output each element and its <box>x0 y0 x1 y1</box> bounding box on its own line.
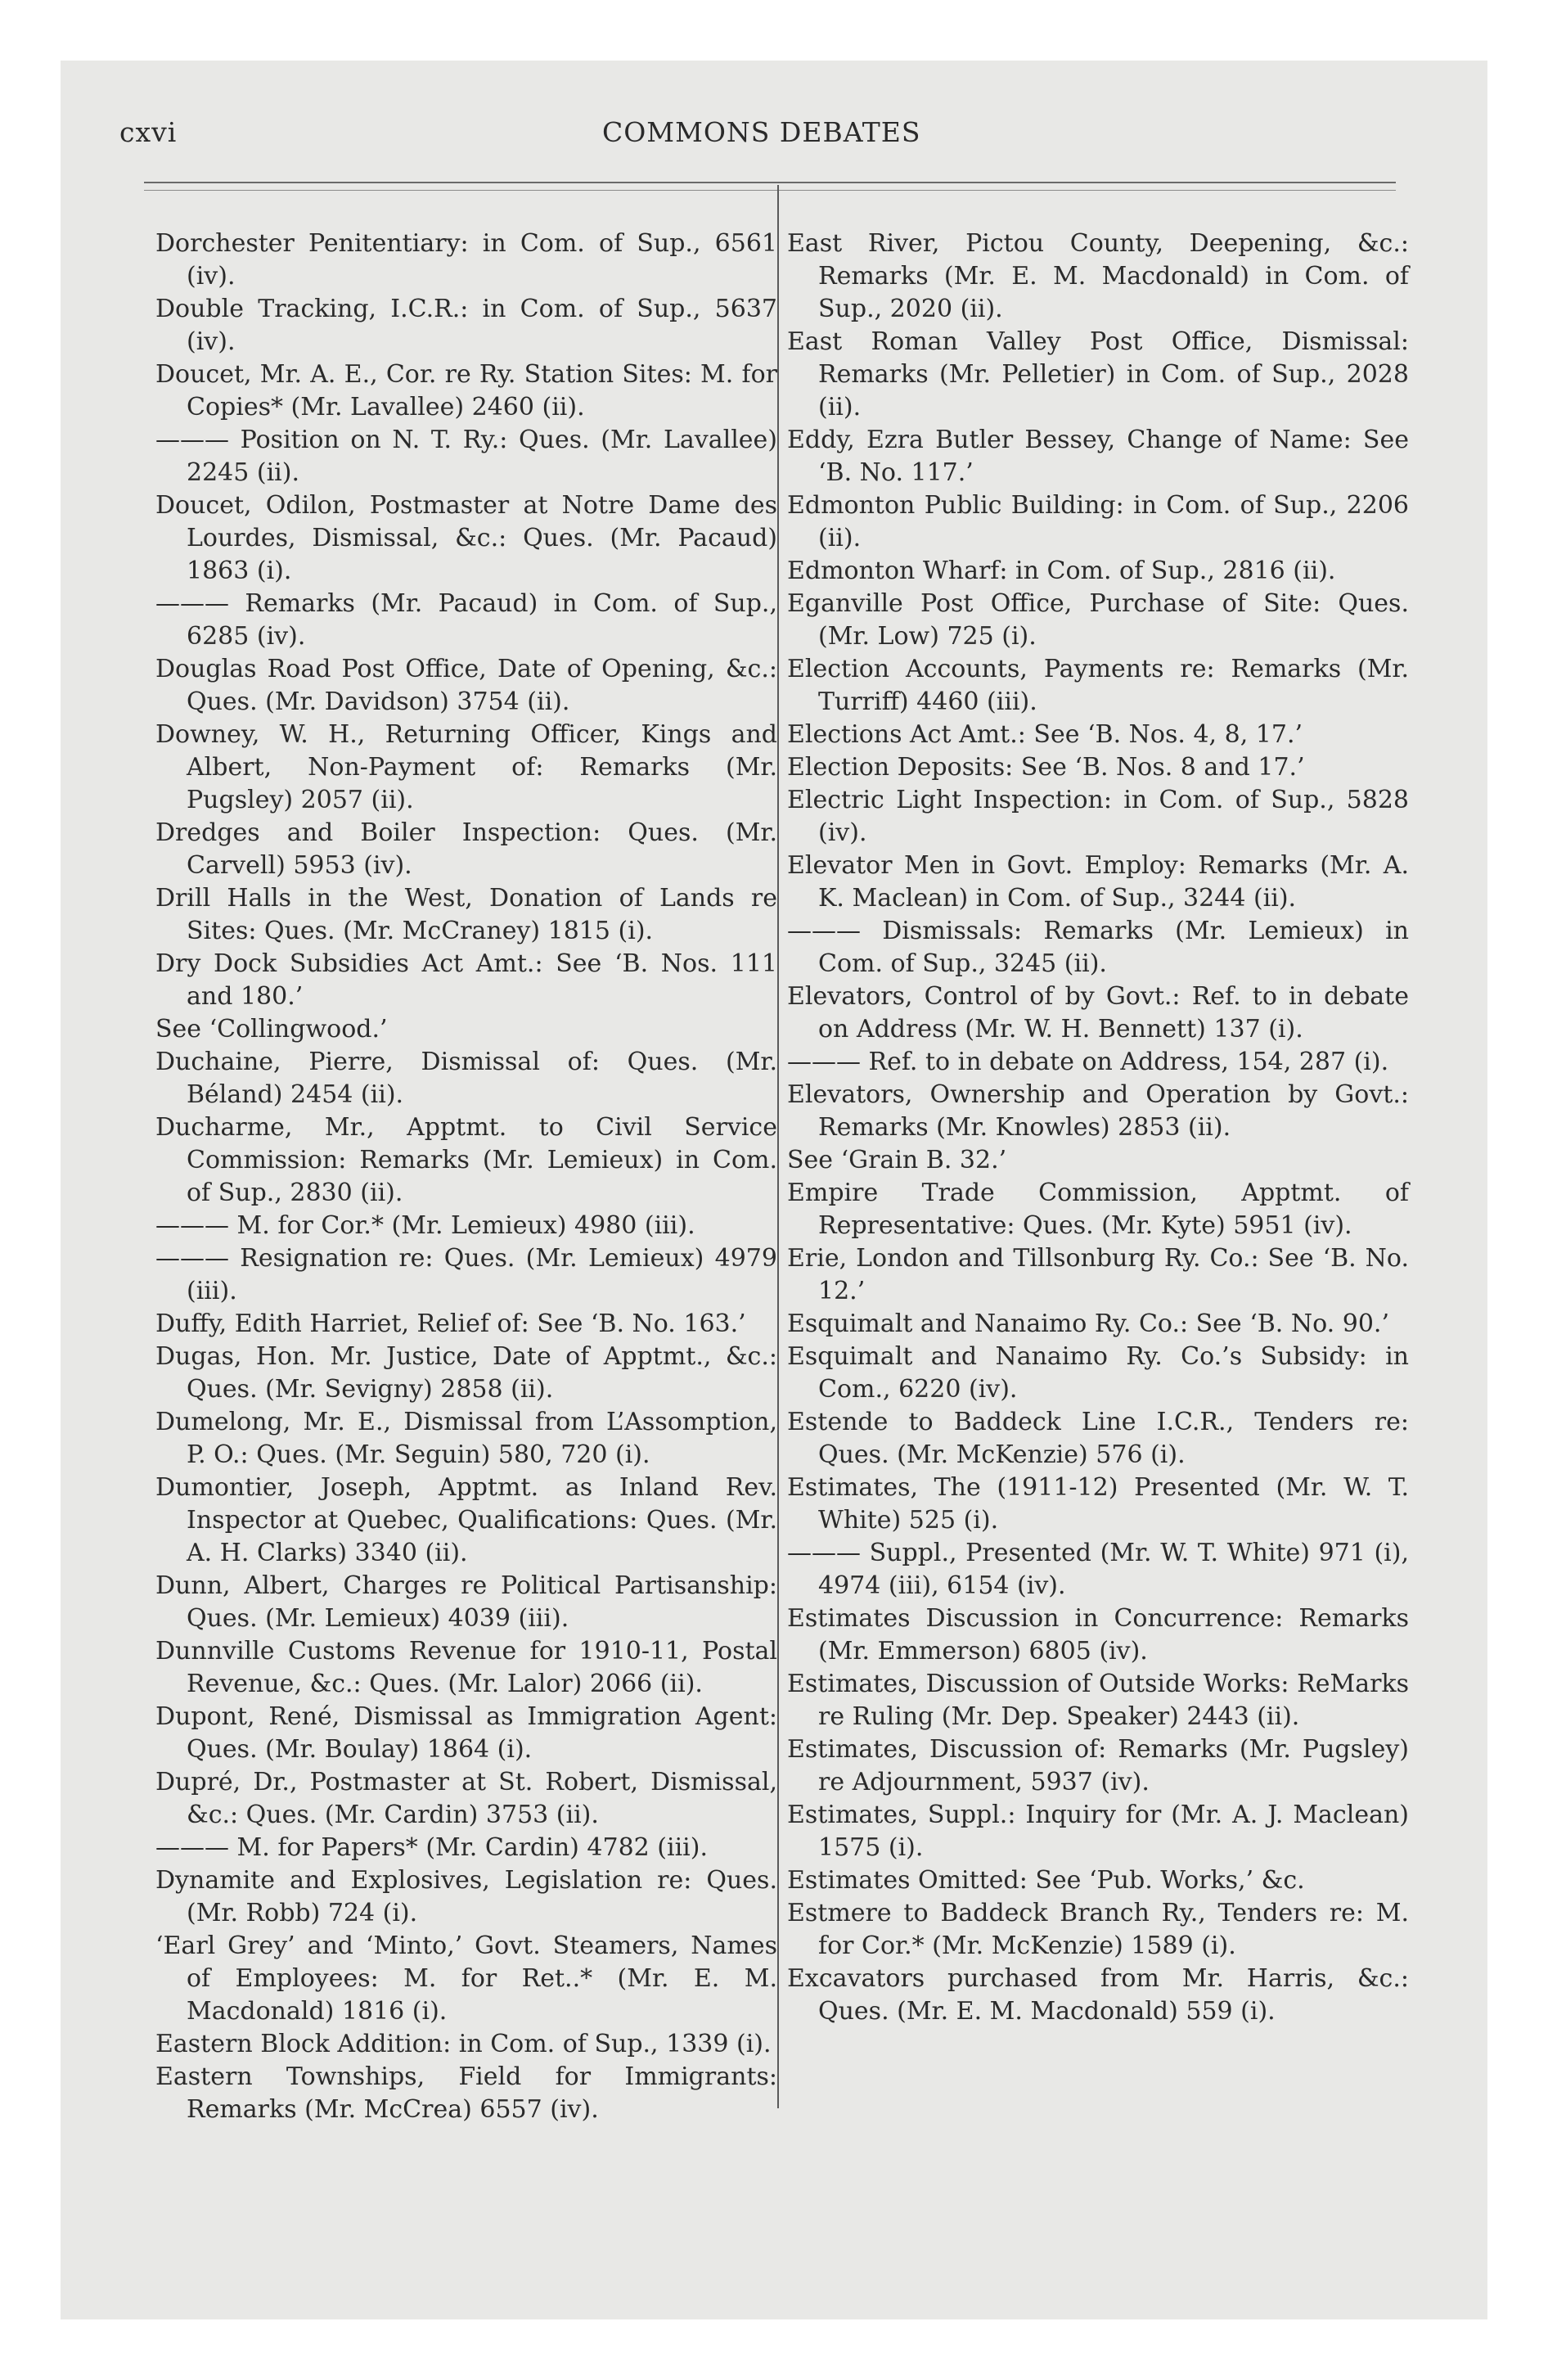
index-entry: Duchaine, Pierre, Dismissal of: Ques. (Mr. Béland) 2454 (ii). <box>155 1048 777 1109</box>
index-entry: Dupont, René, Dismissal as Immigration Agent: Ques. (Mr. Boulay) 1864 (i). <box>155 1702 777 1764</box>
index-entry: Election Deposits: See ‘B. Nos. 8 and 17.’ <box>787 753 1305 782</box>
index-entry: Estimates Discussion in Concurrence: Remarks (Mr. Emmerson) 6805 (iv). <box>787 1604 1409 1666</box>
column-divider <box>777 185 779 2108</box>
index-entry: Eastern Townships, Field for Immigrants: Remarks (Mr. McCrea) 6557 (iv). <box>155 2062 777 2124</box>
index-entry: ——— Ref. to in debate on Address, 154, 287 (i). <box>787 1048 1389 1076</box>
index-column-left <box>155 228 777 2126</box>
index-entry: East Roman Valley Post Office, Dismissal: Remarks (Mr. Pelletier) in Com. of Sup., 2028 (ii). <box>787 327 1409 421</box>
index-entry: Esquimalt and Nanaimo Ry. Co.: See ‘B. No. 90.’ <box>787 1309 1389 1338</box>
index-entry: Empire Trade Commission, Apptmt. of Representative: Ques. (Mr. Kyte) 5951 (iv). <box>787 1179 1409 1240</box>
index-entry: ‘Earl Grey’ and ‘Minto,’ Govt. Steamers, Names of Employees: M. for Ret..* (Mr. E. M. Macdonald) 1816 (i). <box>155 1931 777 2026</box>
running-title: COMMONS DEBATES <box>602 116 921 148</box>
index-entry: Estimates, Suppl.: Inquiry for (Mr. A. J. Maclean) 1575 (i). <box>787 1801 1409 1862</box>
index-entry: Dry Dock Subsidies Act Amt.: See ‘B. Nos. 111 and 180.’ <box>155 949 777 1011</box>
header-rule <box>144 182 1396 183</box>
index-entry: Double Tracking, I.C.R.: in Com. of Sup., 5637 (iv). <box>155 295 777 356</box>
index-entry: Estende to Baddeck Line I.C.R., Tenders re: Ques. (Mr. McKenzie) 576 (i). <box>787 1408 1409 1469</box>
index-entry: Edmonton Wharf: in Com. of Sup., 2816 (ii). <box>787 557 1336 585</box>
index-entry: Eddy, Ezra Butler Bessey, Change of Name: See ‘B. No. 117.’ <box>787 426 1409 487</box>
index-entry: Estmere to Baddeck Branch Ry., Tenders re: M. for Cor.* (Mr. McKenzie) 1589 (i). <box>787 1899 1409 1960</box>
index-entry: See ‘Grain B. 32.’ <box>787 1146 1007 1174</box>
index-column-right <box>787 228 1409 2028</box>
index-entry: ——— Suppl., Presented (Mr. W. T. White) 971 (i), 4974 (iii), 6154 (iv). <box>787 1539 1409 1600</box>
index-entry: Dredges and Boiler Inspection: Ques. (Mr. Carvell) 5953 (iv). <box>155 818 777 880</box>
index-entry: Estimates, Discussion of Outside Works: ReMarks re Ruling (Mr. Dep. Speaker) 2443 (ii). <box>787 1670 1409 1731</box>
index-entry: ——— Dismissals: Remarks (Mr. Lemieux) in Com. of Sup., 3245 (ii). <box>787 917 1409 978</box>
index-entry: Estimates, Discussion of: Remarks (Mr. Pugsley) re Adjournment, 5937 (iv). <box>787 1735 1409 1796</box>
index-entry: Drill Halls in the West, Donation of Lands re Sites: Ques. (Mr. McCraney) 1815 (i). <box>155 884 777 945</box>
index-entry: ——— Position on N. T. Ry.: Ques. (Mr. Lavallee) 2245 (ii). <box>155 426 777 487</box>
index-entry: Doucet, Odilon, Postmaster at Notre Dame des Lourdes, Dismissal, &c.: Ques. (Mr. Pacaud) 1863 (i). <box>155 491 777 585</box>
index-entry: Elevator Men in Govt. Employ: Remarks (Mr. A. K. Maclean) in Com. of Sup., 3244 (ii). <box>787 851 1409 913</box>
index-entry: Eganville Post Office, Purchase of Site: Ques. (Mr. Low) 725 (i). <box>787 589 1409 651</box>
index-entry: ——— M. for Cor.* (Mr. Lemieux) 4980 (iii). <box>155 1211 695 1240</box>
index-entry: Estimates Omitted: See ‘Pub. Works,’ &c. <box>787 1866 1305 1895</box>
page-number: cxvi <box>119 116 178 148</box>
index-entry: Elevators, Ownership and Operation by Govt.: Remarks (Mr. Knowles) 2853 (ii). <box>787 1080 1409 1142</box>
index-entry: Duffy, Edith Harriet, Relief of: See ‘B. No. 163.’ <box>155 1309 746 1338</box>
index-entry: Ducharme, Mr., Apptmt. to Civil Service Commission: Remarks (Mr. Lemieux) in Com. of Sup., 2830 (ii). <box>155 1113 777 1207</box>
index-entry: East River, Pictou County, Deepening, &c.: Remarks (Mr. E. M. Macdonald) in Com. of Sup., 2020 (ii). <box>787 229 1409 323</box>
index-entry: Electric Light Inspection: in Com. of Sup., 5828 (iv). <box>787 786 1409 847</box>
index-entry: Edmonton Public Building: in Com. of Sup., 2206 (ii). <box>787 491 1409 552</box>
index-entry: Dunnville Customs Revenue for 1910-11, Postal Revenue, &c.: Ques. (Mr. Lalor) 2066 (ii). <box>155 1637 777 1698</box>
index-entry: Dumontier, Joseph, Apptmt. as Inland Rev. Inspector at Quebec, Qualifications: Ques. (Mr. A. H. Clarks) 3340 (ii). <box>155 1473 777 1567</box>
index-entry: Doucet, Mr. A. E., Cor. re Ry. Station Sites: M. for Copies* (Mr. Lavallee) 2460 (ii). <box>155 360 777 421</box>
index-entry: Dorchester Penitentiary: in Com. of Sup., 6561 (iv). <box>155 229 777 291</box>
index-entry: ——— Resignation re: Ques. (Mr. Lemieux) 4979 (iii). <box>155 1244 777 1305</box>
index-entry: Estimates, The (1911-12) Presented (Mr. W. T. White) 525 (i). <box>787 1473 1409 1535</box>
index-entry: Esquimalt and Nanaimo Ry. Co.’s Subsidy: in Com., 6220 (iv). <box>787 1342 1409 1404</box>
index-entry: Dupré, Dr., Postmaster at St. Robert, Dismissal, &c.: Ques. (Mr. Cardin) 3753 (ii). <box>155 1768 777 1829</box>
index-entry: Dumelong, Mr. E., Dismissal from L’Assomption, P. O.: Ques. (Mr. Seguin) 580, 720 (i). <box>155 1408 777 1469</box>
index-entry: Dynamite and Explosives, Legislation re: Ques. (Mr. Robb) 724 (i). <box>155 1866 777 1927</box>
header-rule-secondary <box>144 190 1396 191</box>
index-entry: Excavators purchased from Mr. Harris, &c.: Ques. (Mr. E. M. Macdonald) 559 (i). <box>787 1964 1409 2026</box>
index-entry: ——— Remarks (Mr. Pacaud) in Com. of Sup., 6285 (iv). <box>155 589 777 651</box>
index-entry: ——— M. for Papers* (Mr. Cardin) 4782 (iii). <box>155 1833 709 1862</box>
index-entry: Elevators, Control of by Govt.: Ref. to in debate on Address (Mr. W. H. Bennett) 137 (i). <box>787 982 1409 1044</box>
index-entry: See ‘Collingwood.’ <box>155 1015 388 1044</box>
index-entry: Downey, W. H., Returning Officer, Kings and Albert, Non-Payment of: Remarks (Mr. Pugsley) 2057 (ii). <box>155 720 777 814</box>
index-entry: Elections Act Amt.: See ‘B. Nos. 4, 8, 17.’ <box>787 720 1303 749</box>
index-entry: Election Accounts, Payments re: Remarks (Mr. Turriff) 4460 (iii). <box>787 655 1409 716</box>
index-entry: Dunn, Albert, Charges re Political Partisanship: Ques. (Mr. Lemieux) 4039 (iii). <box>155 1571 777 1633</box>
index-entry: Douglas Road Post Office, Date of Opening, &c.: Ques. (Mr. Davidson) 3754 (ii). <box>155 655 777 716</box>
index-entry: Erie, London and Tillsonburg Ry. Co.: See ‘B. No. 12.’ <box>787 1244 1409 1305</box>
index-entry: Eastern Block Addition: in Com. of Sup., 1339 (i). <box>155 2030 772 2058</box>
page-header <box>119 116 1347 156</box>
index-entry: Dugas, Hon. Mr. Justice, Date of Apptmt., &c.: Ques. (Mr. Sevigny) 2858 (ii). <box>155 1342 777 1404</box>
